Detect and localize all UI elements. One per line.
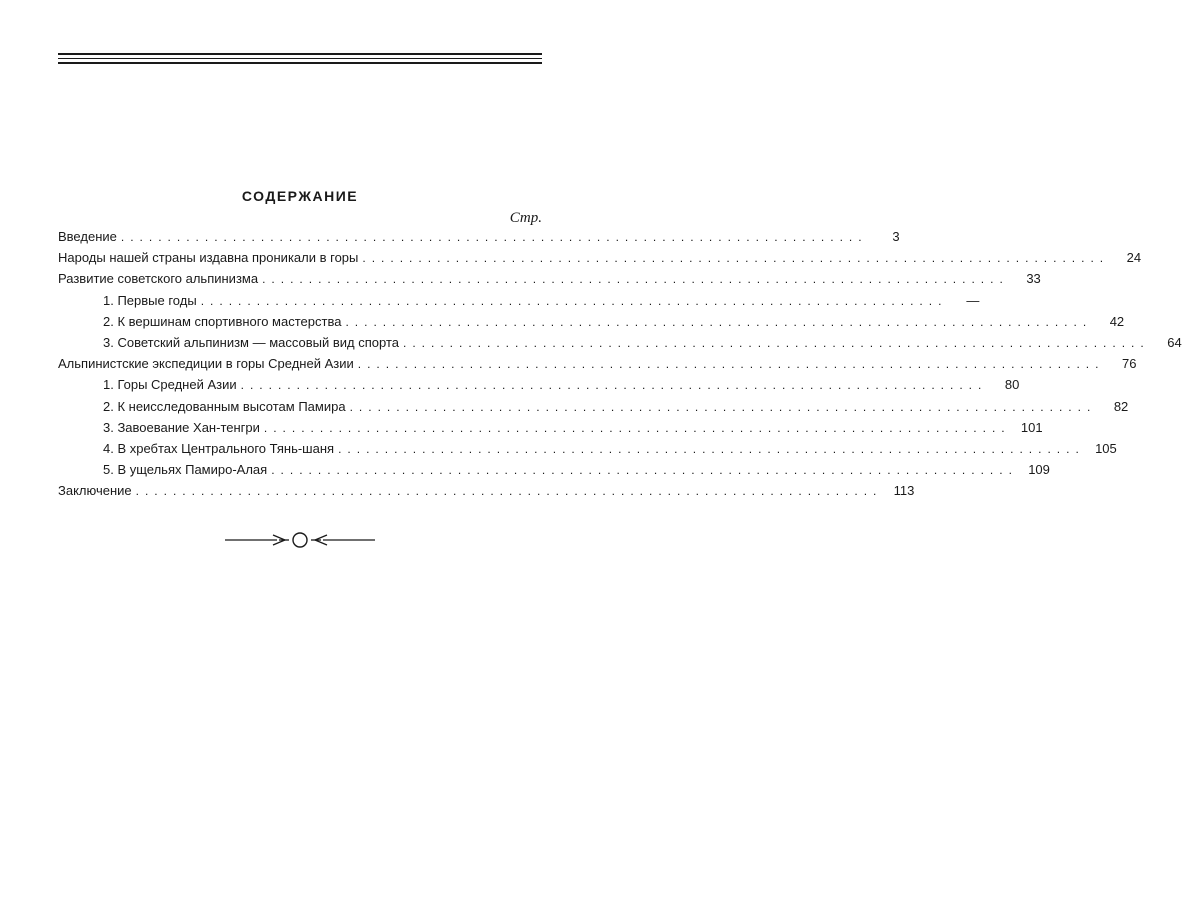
- toc-entry-title: 4. В хребтах Центрального Тянь-шаня: [103, 440, 335, 456]
- toc-leader-dots: ................................................................................: [357, 357, 1105, 372]
- toc-leader-dots: ................................................................................: [263, 420, 1011, 435]
- toc-entry-page: 33: [1026, 271, 1041, 287]
- table-of-contents: [58, 229, 1182, 504]
- toc-entry-page: 42: [1109, 313, 1125, 329]
- toc-entry-page: 64: [1167, 334, 1182, 350]
- toc-leader-dots: ................................................................................: [338, 441, 1085, 456]
- toc-leader-dots: ................................................................................: [135, 484, 883, 499]
- toc-entry-title: 1. Первые годы: [103, 292, 197, 308]
- toc-leader-dots: ................................................................................: [240, 378, 988, 393]
- toc-leader-dots: ................................................................................: [345, 314, 1093, 329]
- toc-entry: [58, 313, 1125, 335]
- toc-entry: [58, 483, 915, 504]
- toc-entry-title: Введение: [58, 229, 117, 244]
- toc-entry-title: 2. К вершинам спортивного мастерства: [103, 313, 342, 329]
- toc-entry-page: 76: [1121, 356, 1137, 372]
- toc-entry-page: 113: [893, 483, 915, 499]
- toc-entry-page: 24: [1126, 250, 1142, 266]
- toc-entry: [58, 250, 1142, 271]
- toc-entry-page: 3: [892, 229, 900, 244]
- toc-entry: [58, 440, 1117, 462]
- toc-entry-page: 80: [1004, 377, 1020, 393]
- toc-entry-title: 5. В ущельях Памиро-Алая: [103, 462, 268, 478]
- toc-entry: [58, 462, 1050, 483]
- toc-entry-title: 3. Советский альпинизм — массовый вид спорта: [103, 334, 399, 350]
- toc-leader-dots: ................................................................................: [271, 463, 1018, 478]
- toc-entry-page: 109: [1028, 462, 1050, 478]
- toc-entry-page: 101: [1020, 419, 1043, 435]
- toc-entry: [58, 229, 900, 250]
- toc-entry-page: 82: [1113, 398, 1129, 414]
- toc-leader-dots: ................................................................................: [262, 272, 1009, 287]
- toc-entry: [58, 419, 1043, 441]
- toc-entry-page: —: [966, 292, 980, 308]
- page-title: СОДЕРЖАНИЕ: [241, 188, 359, 204]
- toc-entry-page: 105: [1095, 440, 1117, 456]
- toc-entry-title: 1. Горы Средней Азии: [103, 377, 237, 393]
- toc-entry: [58, 398, 1129, 420]
- toc-entry-title: 2. К неисследованным высотам Памира: [103, 398, 346, 414]
- toc-leader-dots: ................................................................................: [403, 335, 1150, 350]
- toc-entry-title: 3. Завоевание Хан-тенгри: [103, 419, 260, 435]
- header-rule: [58, 53, 542, 65]
- toc-entry: [58, 377, 1020, 398]
- ornament-divider: [225, 530, 375, 550]
- toc-entry-title: Заключение: [58, 483, 132, 499]
- toc-leader-dots: ................................................................................: [120, 230, 868, 244]
- toc-entry: [58, 356, 1137, 377]
- toc-entry-title: Развитие советского альпинизма: [58, 271, 259, 287]
- toc-leader-dots: ................................................................................: [362, 251, 1110, 266]
- page-column-label: Стр.: [509, 210, 542, 226]
- toc-leader-dots: ................................................................................: [200, 293, 948, 308]
- toc-entry: [58, 292, 980, 314]
- toc-entry-title: Народы нашей страны издавна проникали в горы: [58, 250, 359, 266]
- toc-leader-dots: ................................................................................: [349, 399, 1097, 414]
- toc-entry-title: Альпинистские экспедиции в горы Средней Азии: [58, 356, 354, 372]
- toc-entry: [58, 334, 1182, 356]
- toc-entry: [58, 271, 1041, 292]
